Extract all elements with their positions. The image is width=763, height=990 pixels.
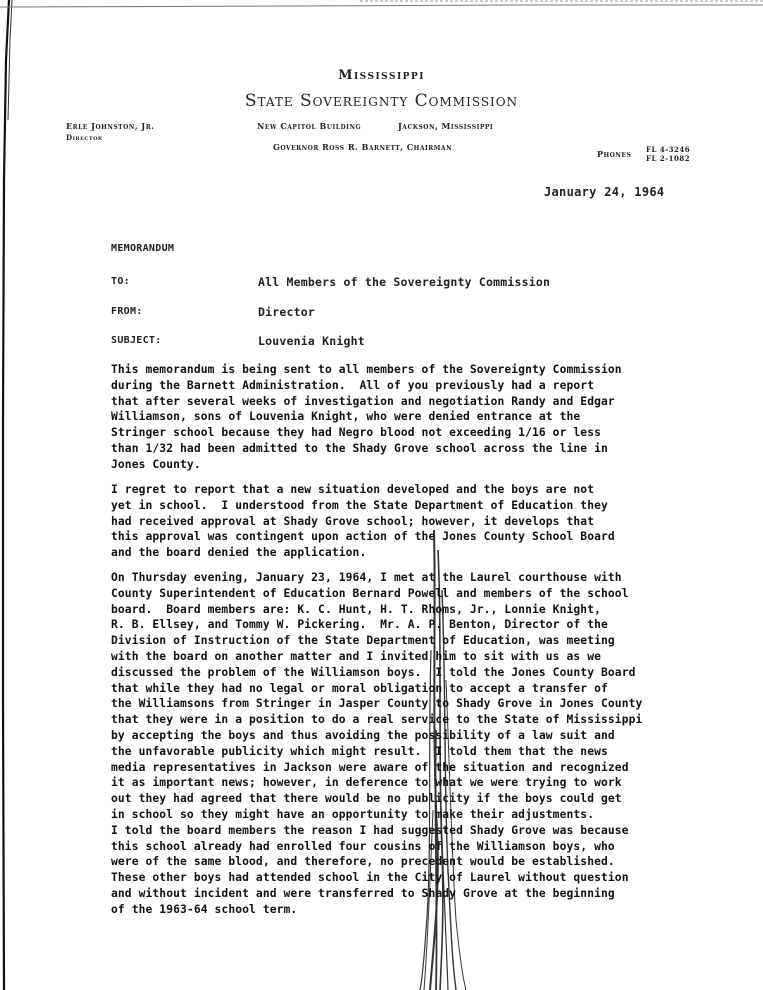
paragraph-line: discussed the problem of the Williamson boys. I told the Jones County Board: [111, 665, 636, 679]
from-value: Director: [258, 305, 315, 319]
paragraph-line: This memorandum is being sent to all members of the Sovereignty Commission: [111, 363, 622, 376]
phone-number-1: FL 4-3246: [646, 145, 691, 154]
scan-tear-artifact: [412, 530, 472, 990]
memo-date: January 24, 1964: [544, 185, 665, 199]
paragraph-line: Division of Instruction of the State Department of Education, was meeting: [111, 634, 615, 648]
paragraph-line: in school so they might have an opportunity to make their adjustments.: [111, 807, 595, 821]
to-label: TO:: [111, 276, 130, 287]
paragraph-line: that they were in a position to do a real service to the State of Mississippi: [111, 713, 643, 727]
paragraph-line: by accepting the boys and thus avoiding the possibility of a law suit and: [111, 728, 615, 742]
paragraph-line: had received approval at Shady Grove school; however, it develops that: [111, 514, 595, 528]
paragraph-line: On Thursday evening, January 23, 1964, I met at the Laurel courthouse with: [111, 571, 622, 584]
paragraph-line: that after several weeks of investigation and negotiation Randy and Edgar: [111, 394, 615, 408]
paragraph-line: it as important news; however, in deference to what we were trying to work: [111, 776, 622, 790]
director-name: Erle Johnston, Jr.: [66, 121, 155, 131]
director-title: Director: [66, 133, 103, 142]
paragraph-line: this approval was contingent upon action of the Jones County School Board: [111, 530, 615, 544]
from-label: FROM:: [111, 306, 143, 317]
paragraph-line: board. Board members are: K. C. Hunt, H. T. Rhoms, Jr., Lonnie Knight,: [111, 602, 601, 616]
paragraph-3: [111, 570, 642, 918]
paragraph-line: and the board denied the application.: [111, 546, 367, 560]
letterhead-commission: State Sovereignty Commission: [244, 91, 519, 111]
paragraph-line: this school already had enrolled four cousins of the Williamson boys, who: [111, 839, 615, 853]
chairman-line: Governor Ross R. Barnett, Chairman: [273, 142, 453, 152]
paragraph-line: I told the board members the reason I had suggested Shady Grove was because: [111, 823, 629, 837]
paragraph-line: during the Barnett Administration. All of you previously had a report: [111, 378, 595, 392]
subject-value: Louvenia Knight: [258, 334, 365, 348]
paragraph-line: the Williamsons from Stringer in Jasper County to Shady Grove in Jones County: [111, 697, 643, 711]
paragraph-1: [111, 362, 622, 473]
phone-number-2: FL 2-1082: [646, 154, 691, 163]
subject-label: SUBJECT:: [111, 335, 162, 346]
paragraph-line: than 1/32 had been admitted to the Shady Grove school across the line in: [111, 441, 608, 455]
to-value: All Members of the Sovereignty Commission: [258, 275, 551, 289]
address-building: New Capitol Building: [257, 121, 362, 131]
paragraph-line: out they had agreed that there would be no publicity if the boys could get: [111, 792, 622, 806]
page-edge-shadow: [0, 0, 14, 990]
phones-label: Phones: [597, 149, 632, 159]
paragraph-line: yet in school. I understood from the State Department of Education they: [111, 498, 608, 512]
paragraph-line: that while they had no legal or moral obligation to accept a transfer of: [111, 681, 608, 695]
paragraph-line: media representatives in Jackson were aware of the situation and recognized: [111, 760, 629, 774]
page-edge-top: [0, 0, 763, 10]
paragraph-line: and without incident and were transferred to Shady Grove at the beginning: [111, 886, 615, 900]
letterhead-state: Mississippi: [338, 68, 425, 83]
paragraph-line: the unfavorable publicity which might result. I told them that the news: [111, 744, 608, 758]
paragraph-line: These other boys had attended school in the City of Laurel without question: [111, 871, 629, 885]
paragraph-line: were of the same blood, and therefore, no precedent would be established.: [111, 855, 615, 869]
paragraph-line: R. B. Ellsey, and Tommy W. Pickering. Mr. A. P. Benton, Director of the: [111, 618, 608, 632]
paragraph-line: I regret to report that a new situation developed and the boys are not: [111, 483, 595, 496]
paragraph-line: County Superintendent of Education Bernard Powell and members of the school: [111, 586, 629, 600]
paragraph-line: of the 1963-64 school term.: [111, 902, 298, 916]
paragraph-line: Stringer school because they had Negro blood not exceeding 1/16 or less: [111, 426, 601, 440]
paragraph-line: Williamson, sons of Louvenia Knight, who were denied entrance at the: [111, 410, 581, 424]
paragraph-line: with the board on another matter and I invited him to sit with us as we: [111, 649, 601, 663]
paragraph-2: [111, 482, 615, 561]
memo-heading: MEMORANDUM: [111, 243, 175, 254]
address-city: Jackson, Mississippi: [398, 121, 494, 131]
paragraph-line: Jones County.: [111, 457, 201, 471]
